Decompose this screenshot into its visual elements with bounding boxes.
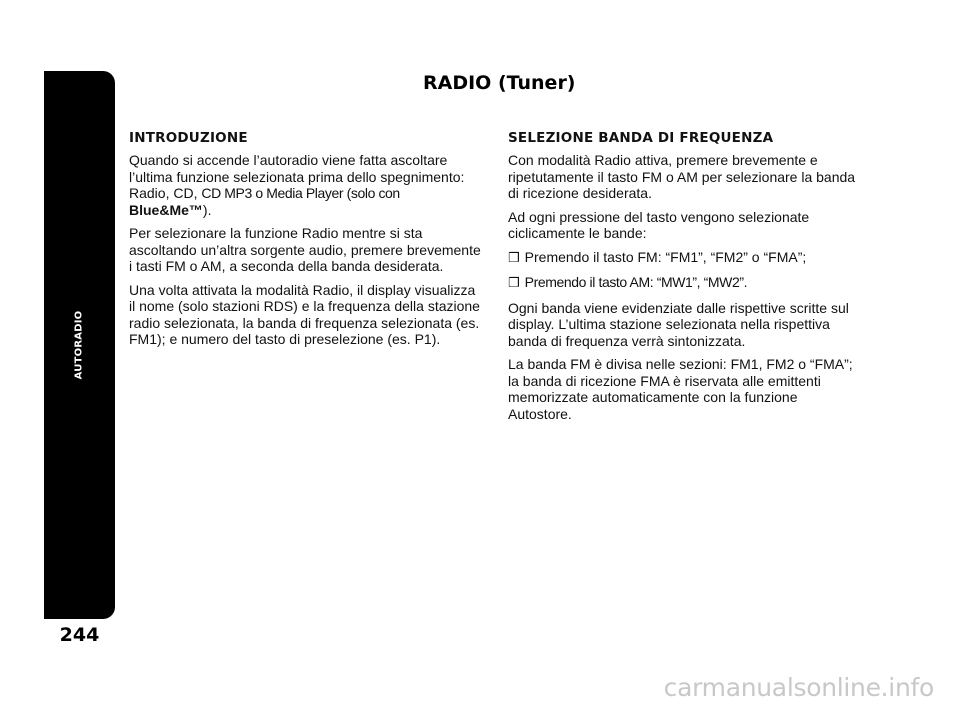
- checkbox-icon: ❒: [508, 276, 520, 291]
- page-title: RADIO (Tuner): [423, 72, 576, 94]
- intro-paragraph-1: [129, 152, 484, 218]
- band-bullet-am: [508, 274, 860, 293]
- intro-paragraph-1-narrow: CD MP3 o Media Player (solo con: [201, 185, 400, 201]
- intro-paragraph-1-text: Quando si accende l’autoradio viene fatta ascoltare l’ultima funzione selezionata prima dello spegnimento: Radio, CD,: [129, 152, 465, 201]
- band-bullet-am-text: Premendo il tasto AM: “MW1”, “MW2”.: [524, 274, 748, 290]
- watermark-text: carmanualsonline.info: [663, 673, 934, 702]
- band-selection-heading: SELEZIONE BANDA DI FREQUENZA: [508, 130, 774, 146]
- band-bullet-fm-text: Premendo il tasto FM: “FM1”, “FM2” o “FMA”;: [524, 248, 807, 265]
- section-label: AUTORADIO: [73, 310, 85, 380]
- intro-paragraph-1-end: ).: [202, 201, 212, 218]
- intro-heading: INTRODUZIONE: [129, 130, 248, 146]
- blue-and-me-label: Blue&Me™: [129, 201, 203, 218]
- band-paragraph-3: Ogni banda viene evidenziate dalle rispettive scritte sul display. L’ultima stazione selezionata nella rispettiva banda di frequenza verrà sintonizzata.: [508, 299, 849, 349]
- band-paragraph-1: Con modalità Radio attiva, premere brevemente e ripetutamente il tasto FM o AM per selezionare la banda di ricezione desiderata.: [508, 152, 856, 201]
- page-number: 244: [59, 624, 100, 646]
- right-column: [508, 130, 860, 429]
- band-paragraph-4: La banda FM è divisa nelle sezioni: FM1, FM2 o “FMA”; la banda di ricezione FMA è riservata alle emittenti memorizzate automaticamente con la funzione Autostore.: [508, 356, 853, 422]
- band-bullet-fm: [508, 249, 860, 268]
- intro-paragraph-2: Per selezionare la funzione Radio mentre si sta ascoltando un’altra sorgente audio, premere brevemente i tasti FM o AM, a seconda della banda desiderata.: [129, 225, 481, 274]
- band-paragraph-2: Ad ogni pressione del tasto vengono selezionate ciclicamente le bande:: [508, 208, 810, 241]
- intro-paragraph-3: Una volta attivata la modalità Radio, il display visualizza il nome (solo stazioni RDS) e la frequenza della stazione radio selezionata, la banda di frequenza selezionata (es. FM1); e numero del tasto di preselezione (es. P1).: [129, 281, 480, 347]
- left-column: [129, 130, 484, 355]
- checkbox-icon: ❒: [508, 250, 520, 266]
